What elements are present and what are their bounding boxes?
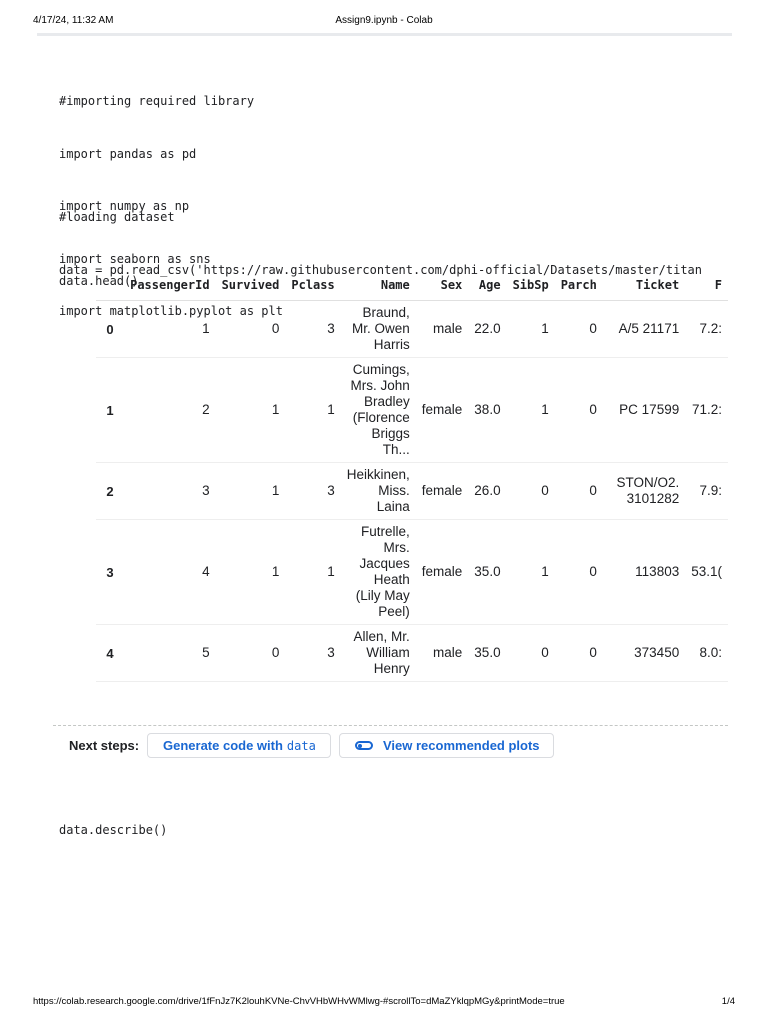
row-index: 3 <box>106 564 114 580</box>
table-row <box>96 625 728 682</box>
toggle-icon <box>355 741 373 750</box>
cell: 0 <box>271 321 280 336</box>
code-line: import numpy as np <box>59 199 190 213</box>
cell: 1 <box>271 483 280 498</box>
print-title: Assign9.ipynb - Colab <box>335 15 433 26</box>
column-header: SibSp <box>507 270 555 301</box>
cell: 35.0 <box>474 645 501 660</box>
cell: 3 <box>327 645 335 660</box>
table-row <box>96 301 728 358</box>
cell: 7.9: <box>699 483 722 498</box>
column-header: Ticket <box>603 270 685 301</box>
cell: 0 <box>589 483 597 498</box>
row-index: 0 <box>106 321 114 337</box>
row-index: 2 <box>106 483 114 499</box>
cell: 1 <box>541 402 549 417</box>
print-page-number: 1/4 <box>721 996 735 1007</box>
code-line: #loading dataset <box>59 210 175 224</box>
generate-code-button[interactable] <box>147 733 331 758</box>
print-header <box>0 15 768 29</box>
cell: 3 <box>327 483 335 498</box>
cell: 2 <box>202 402 210 417</box>
column-header: Parch <box>555 270 603 301</box>
cell: 26.0 <box>474 483 501 498</box>
code-line: import matplotlib.pyplot as plt <box>59 304 283 318</box>
cell: 38.0 <box>474 402 501 417</box>
view-recommended-plots-button[interactable] <box>339 733 554 758</box>
cell: 0 <box>589 564 597 579</box>
cell: 0 <box>589 321 597 336</box>
cell: 1 <box>327 564 335 579</box>
row-index: 1 <box>106 402 114 418</box>
column-header: Pclass <box>285 270 340 301</box>
cell: 71.2: <box>691 402 722 417</box>
output-divider <box>53 725 728 726</box>
cell: male <box>433 321 463 336</box>
cell: 8.0: <box>699 645 722 660</box>
generate-code-label: Generate code with <box>163 738 283 753</box>
table-row <box>96 463 728 520</box>
cell: Heikkinen, Miss. Laina <box>346 467 410 514</box>
cell: 3 <box>202 483 210 498</box>
cell: PC 17599 <box>619 402 680 417</box>
next-steps-label: Next steps: <box>69 738 140 753</box>
column-header: Sex <box>416 270 469 301</box>
row-index: 4 <box>106 645 114 661</box>
column-header: Name <box>341 270 416 301</box>
cell: Braund, Mr. Owen Harris <box>352 305 410 352</box>
column-header: F <box>685 270 728 301</box>
cell: 0 <box>541 483 549 498</box>
cell: 0 <box>589 402 597 417</box>
code-line: data.head() <box>59 274 139 288</box>
header-row <box>96 270 728 301</box>
cell: 113803 <box>635 564 680 579</box>
cell: 0 <box>271 645 280 660</box>
cell: 53.1( <box>691 564 722 579</box>
cell: 7.2: <box>699 321 722 336</box>
code-line: data = pd.read_csv('https://raw.githubusercontent.com/dphi-official/Datasets/master/titan <box>59 262 702 277</box>
cell: 373450 <box>634 645 680 660</box>
cell: STON/O2. 3101282 <box>616 475 680 506</box>
print-timestamp: 4/17/24, 11:32 AM <box>33 15 114 26</box>
cell: Futrelle, Mrs. Jacques Heath (Lily May Peel) <box>355 524 410 619</box>
cell: male <box>433 645 463 660</box>
cell: 4 <box>202 564 210 579</box>
cell: 22.0 <box>474 321 501 336</box>
cell: 1 <box>541 321 549 336</box>
column-header: PassengerId <box>124 270 215 301</box>
cell: female <box>421 402 463 417</box>
code-cell-describe[interactable] <box>59 787 167 857</box>
dataframe-output <box>96 270 728 708</box>
table-row <box>96 520 728 625</box>
cell: Allen, Mr. William Henry <box>353 629 410 676</box>
top-divider <box>37 33 732 36</box>
dataframe-table <box>96 270 728 682</box>
code-line: import pandas as pd <box>59 146 197 161</box>
cell: 1 <box>202 321 210 336</box>
cell: 0 <box>589 645 597 660</box>
cell: 1 <box>541 564 549 579</box>
recommended-plots-label: View recommended plots <box>383 738 540 753</box>
cell: 0 <box>541 645 549 660</box>
cell: 1 <box>327 402 335 417</box>
cell: female <box>421 483 463 498</box>
cell: Cumings, Mrs. John Bradley (Florence Briggs Th... <box>350 362 410 457</box>
code-line: data.describe() <box>59 823 168 837</box>
column-header: Survived <box>216 270 286 301</box>
cell: 35.0 <box>474 564 501 579</box>
column-header: Age <box>468 270 506 301</box>
index-header <box>96 270 124 301</box>
cell: 3 <box>327 321 335 336</box>
generate-code-var: data <box>286 738 316 753</box>
code-line: import seaborn as sns <box>59 251 211 266</box>
table-row <box>96 358 728 463</box>
cell: 1 <box>271 564 280 579</box>
code-line: #importing required library <box>59 94 255 108</box>
cell: female <box>421 564 463 579</box>
cell: 5 <box>202 645 210 660</box>
cell: 1 <box>271 402 280 417</box>
print-url: https://colab.research.google.com/drive/1fFnJz7K2louhKVNe-ChvVHbWHvWMlwg-#scrollTo=dMaZYklqpMGy&printMode=true <box>33 996 565 1007</box>
cell: A/5 21171 <box>618 321 680 336</box>
